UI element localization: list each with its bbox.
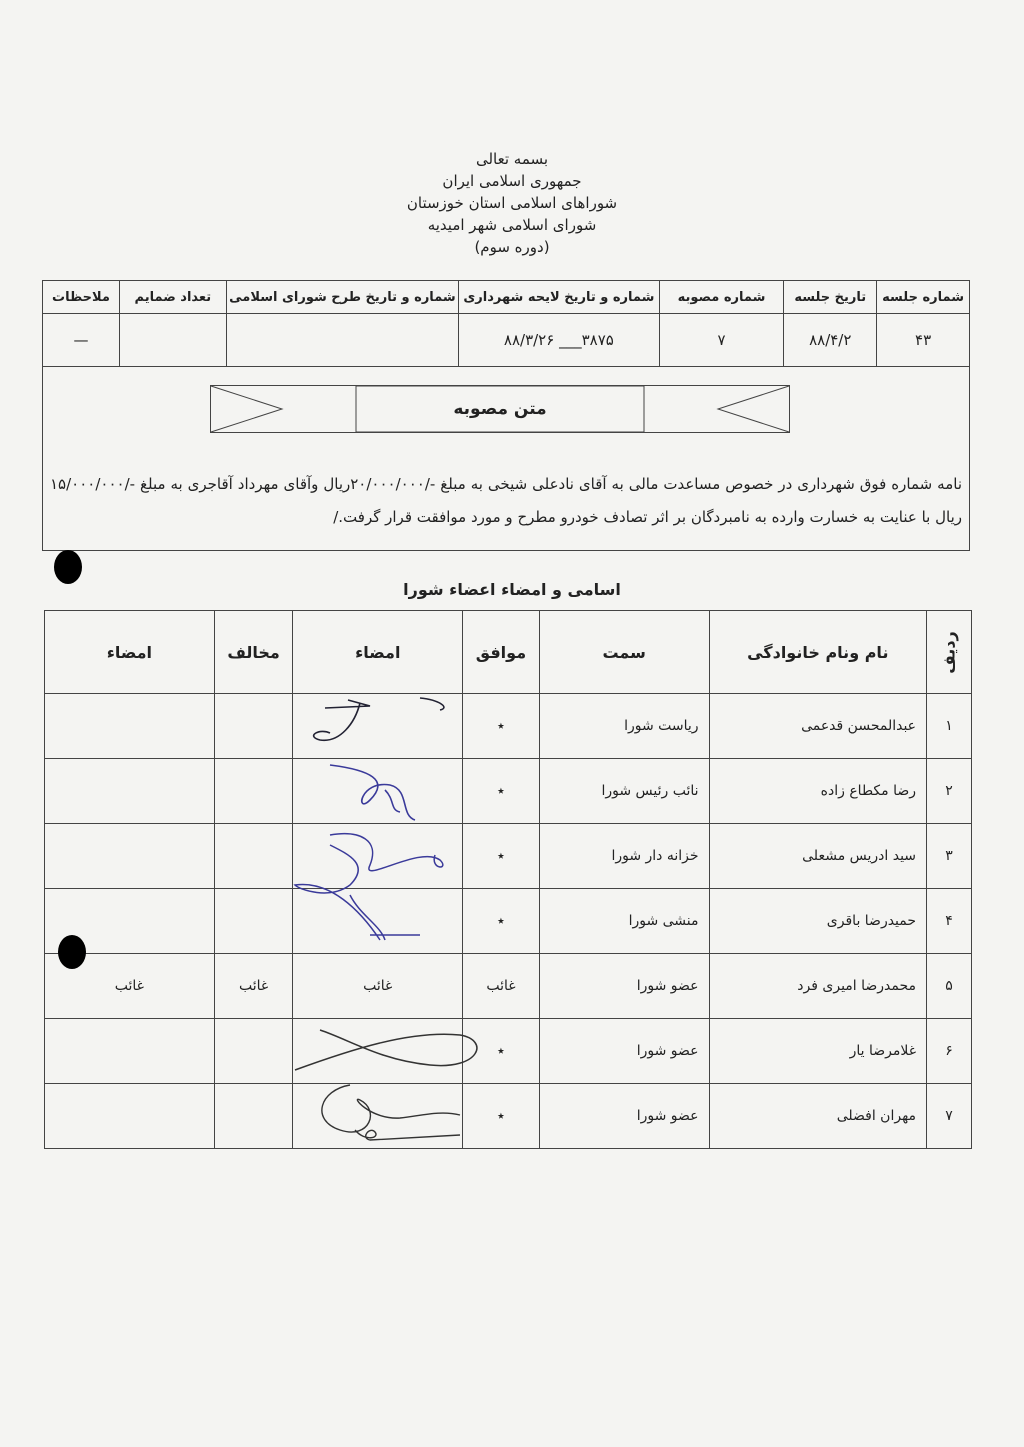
row-no: ۱	[927, 694, 972, 759]
member-agree: ٭	[463, 889, 540, 954]
members-title: اسامی و امضاء اعضاء شورا	[403, 580, 621, 599]
member-signature2	[45, 824, 215, 889]
members-table	[44, 610, 972, 1149]
th-signature: امضاء	[293, 611, 463, 694]
resolution-body-text: نامه شماره فوق شهرداری در خصوص مساعدت مالی به آقای نادعلی شیخی به مبلغ -/۲۰/۰۰۰/۰۰۰ریال وآقای مهرداد آقاجری به مبلغ -/۱۵/۰۰۰/۰۰۰ ریال با عنایت به خسارت وارده به نامبردگان بر اثر تصادف خودرو مطرح و مورد موافقت قرار گرفت./	[50, 475, 963, 526]
member-signature2	[45, 694, 215, 759]
member-name: مهران افضلی	[709, 1084, 927, 1149]
table-row	[45, 1084, 972, 1149]
resolution-no: ۷	[659, 314, 784, 367]
member-role: منشی شورا	[539, 889, 709, 954]
header-country: جمهوری اسلامی ایران	[442, 172, 582, 190]
th-oppose: مخالف	[214, 611, 293, 694]
member-agree: ٭	[463, 759, 540, 824]
member-oppose: غائب	[214, 954, 293, 1019]
member-oppose	[214, 1019, 293, 1084]
member-agree: غائب	[463, 954, 540, 1019]
member-signature2	[45, 1019, 215, 1084]
member-name: غلامرضا یار	[709, 1019, 927, 1084]
member-name: حمیدرضا باقری	[709, 889, 927, 954]
punch-hole	[54, 550, 82, 584]
signature-drawing	[290, 825, 460, 960]
member-agree: ٭	[463, 1084, 540, 1149]
th-session-date: تاریخ جلسه	[784, 281, 877, 314]
th-bill-no-date: شماره و تاریخ لایحه شهرداری	[459, 281, 660, 314]
member-role: خزانه دار شورا	[539, 824, 709, 889]
th-role: سمت	[539, 611, 709, 694]
table-row	[45, 1019, 972, 1084]
row-no: ۵	[927, 954, 972, 1019]
member-role: ریاست شورا	[539, 694, 709, 759]
th-agree: موافق	[463, 611, 540, 694]
punch-hole	[58, 935, 86, 969]
row-no: ۶	[927, 1019, 972, 1084]
row-no: ۳	[927, 824, 972, 889]
resolution-meta-table	[42, 280, 970, 367]
member-name: محمدرضا امیری فرد	[709, 954, 927, 1019]
member-oppose	[214, 889, 293, 954]
table-row	[45, 889, 972, 954]
member-role: عضو شورا	[539, 954, 709, 1019]
member-name: عبدالمحسن قدعمی	[709, 694, 927, 759]
table-row	[45, 759, 972, 824]
th-resolution-no: شماره مصوبه	[659, 281, 784, 314]
member-agree: ٭	[463, 824, 540, 889]
table-row	[45, 694, 972, 759]
attachments	[119, 314, 226, 367]
resolution-title: متن مصوبه	[453, 399, 547, 419]
th-signature2: امضاء	[45, 611, 215, 694]
member-oppose	[214, 759, 293, 824]
th-plan-no-date: شماره و تاریخ طرح شورای اسلامی	[226, 281, 458, 314]
table-row	[45, 954, 972, 1019]
session-date: ۸۸/۴/۲	[784, 314, 877, 367]
th-row-no	[927, 611, 972, 694]
signature-drawing	[290, 1020, 490, 1080]
table-row	[45, 824, 972, 889]
row-no: ۷	[927, 1084, 972, 1149]
member-role: نائب رئیس شورا	[539, 759, 709, 824]
member-name: رضا مکطاع زاده	[709, 759, 927, 824]
row-no: ۲	[927, 759, 972, 824]
signature-drawing	[310, 1080, 480, 1145]
member-oppose	[214, 1084, 293, 1149]
plan-no-date	[226, 314, 458, 367]
member-signature2: غائب	[45, 954, 215, 1019]
members-header-row	[45, 611, 972, 694]
member-signature2	[45, 1084, 215, 1149]
header-term: (دوره سوم)	[474, 238, 550, 256]
session-no: ۴۳	[877, 314, 970, 367]
member-name: سید ادریس مشعلی	[709, 824, 927, 889]
th-attachments: تعداد ضمایم	[119, 281, 226, 314]
th-name: نام ونام خانوادگی	[709, 611, 927, 694]
member-signature2	[45, 759, 215, 824]
th-remarks: ملاحظات	[43, 281, 120, 314]
signature-drawing	[300, 760, 460, 830]
signature-drawing	[300, 688, 460, 758]
member-oppose	[214, 824, 293, 889]
member-signature: غائب	[293, 954, 463, 1019]
header-province-councils: شوراهای اسلامی استان خوزستان	[406, 194, 618, 212]
th-row-no-label: ردیف	[939, 630, 959, 674]
member-role: عضو شورا	[539, 1019, 709, 1084]
row-no: ۴	[927, 889, 972, 954]
member-agree: ٭	[463, 1019, 540, 1084]
th-session-no: شماره جلسه	[877, 281, 970, 314]
member-role: عضو شورا	[539, 1084, 709, 1149]
header-invocation: بسمه تعالی	[475, 150, 549, 168]
header-city-council: شورای اسلامی شهر امیدیه	[427, 216, 597, 234]
member-agree: ٭	[463, 694, 540, 759]
remarks: —	[43, 314, 120, 367]
member-oppose	[214, 694, 293, 759]
document-header	[312, 148, 712, 258]
bill-no-date: ۳۸۷۵___ ۸۸/۳/۲۶	[459, 314, 660, 367]
